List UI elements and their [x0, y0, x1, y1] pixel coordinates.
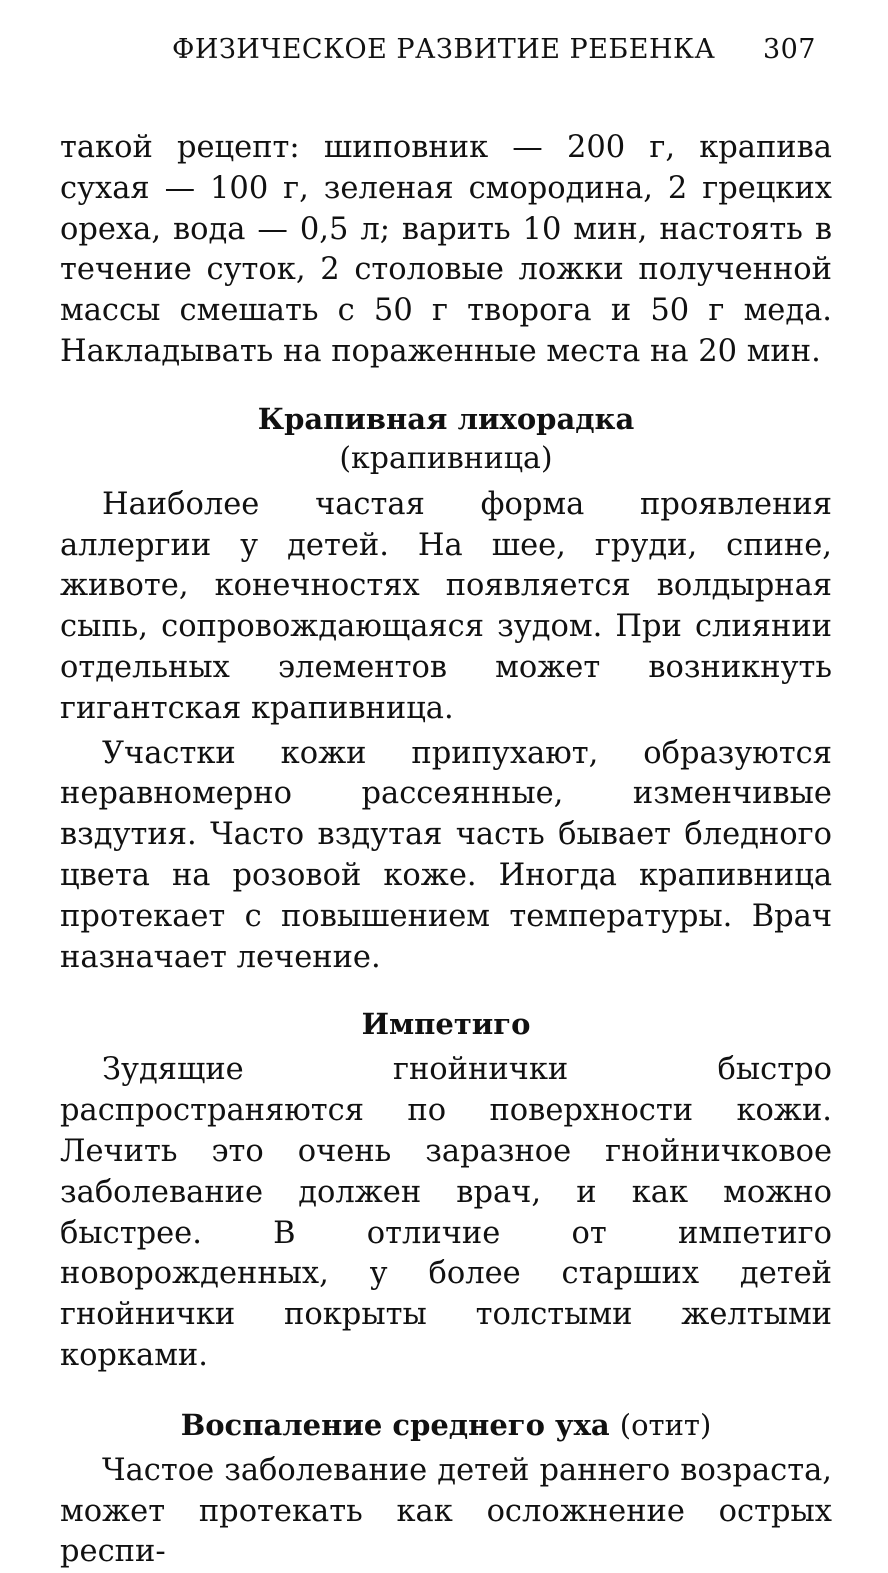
section-heading-title: Воспаление среднего уха: [180, 1407, 610, 1442]
body-paragraph: Наиболее частая форма проявления аллергии у детей. На шее, груди, спине, животе, конечностях появляется волдырная сыпь, сопровождающаяся зудом. При слиянии отдельных элементов может возникнуть гигантская крапивница.: [60, 486, 832, 726]
section-heading-suffix: (отит): [619, 1407, 712, 1442]
section-heading: Крапивная лихорадка: [257, 401, 635, 436]
section-impetigo: [60, 1004, 832, 1376]
section-otitis: [60, 1405, 832, 1573]
running-header: [60, 28, 832, 78]
body-paragraph: Зудящие гнойнички быстро распространяются по поверхности кожи. Лечить это очень заразное гнойничковое заболевание должен врач, и как можно быстрее. В отличие от импетиго новорожденных, у более старших детей гнойнички покрыты толстыми желтыми корками.: [60, 1052, 832, 1373]
section-subheading: (крапивница): [339, 440, 553, 476]
body-paragraph: Участки кожи припухают, образуются неравномерно рассеянные, изменчивые вздутия. Часто вздутая часть бывает бледного цвета на розовой коже. Иногда крапивница протекает с повышением температуры. Врач назначает лечение.: [60, 735, 832, 975]
intro-paragraph: такой рецепт: шиповник — 200 г, крапива сухая — 100 г, зеленая смородина, 2 грецких ореха, вода — 0,5 л; варить 10 мин, настоять в течение суток, 2 столовые ложки полученной массы смешать с 50 г творога и 50 г меда. Накладывать на пораженные места на 20 мин.: [60, 130, 832, 369]
section-heading: [60, 1405, 832, 1445]
body-paragraph: Частое заболевание детей раннего возраста, может протекать как осложнение острых респи-: [60, 1452, 832, 1570]
section-heading: Импетиго: [361, 1007, 531, 1042]
page-number: 307: [762, 34, 816, 65]
book-page: [60, 28, 832, 1573]
running-title: ФИЗИЧЕСКОЕ РАЗВИТИЕ РЕБЕНКА: [172, 34, 716, 65]
section-urticaria: [60, 399, 832, 979]
